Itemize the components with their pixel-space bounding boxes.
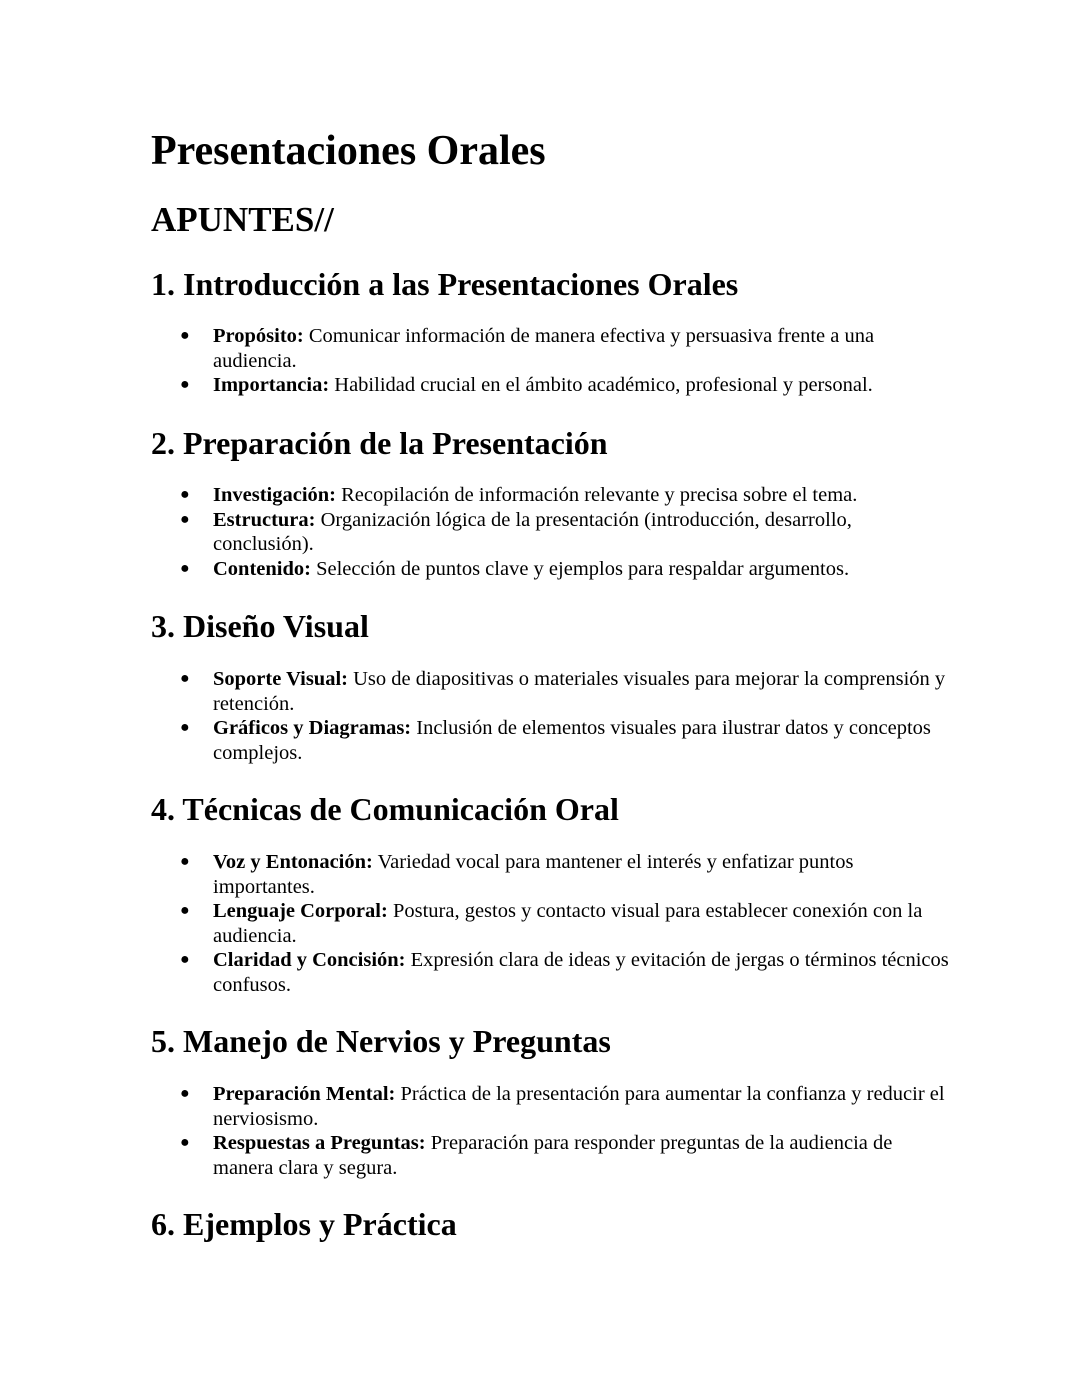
bullet-list	[151, 850, 951, 997]
bullet-icon: ●	[180, 853, 190, 870]
item-text: Habilidad crucial en el ámbito académico, profesional y personal.	[334, 374, 873, 396]
bullet-icon: ●	[180, 1134, 190, 1151]
bullet-icon: ●	[180, 902, 190, 919]
list-item	[151, 508, 953, 557]
bullet-icon: ●	[180, 1085, 190, 1102]
section-preparacion	[151, 424, 951, 581]
item-term: Propósito:	[213, 325, 304, 347]
list-item	[151, 1082, 953, 1131]
bullet-icon: ●	[180, 327, 190, 344]
list-item	[151, 667, 953, 716]
section-ejemplos-practica	[151, 1205, 951, 1243]
bullet-list	[151, 483, 951, 581]
section-heading: 6. Ejemplos y Práctica	[151, 1206, 457, 1242]
bullet-icon: ●	[180, 670, 190, 687]
item-text: Variedad vocal para mantener el interés y enfatizar puntos importantes.	[213, 851, 854, 898]
bullet-list	[151, 667, 951, 765]
item-term: Preparación Mental:	[213, 1083, 396, 1105]
list-item	[151, 373, 953, 398]
item-term: Importancia:	[213, 374, 330, 396]
list-item	[151, 716, 953, 765]
item-text: Organización lógica de la presentación (introducción, desarrollo, conclusión).	[213, 508, 852, 555]
item-term: Gráficos y Diagramas:	[213, 717, 412, 739]
section-introduccion	[151, 265, 951, 398]
item-text: Preparación para responder preguntas de la audiencia de manera clara y segura.	[213, 1132, 893, 1179]
bullet-icon: ●	[180, 486, 190, 503]
item-term: Estructura:	[213, 508, 316, 531]
bullet-icon: ●	[180, 951, 190, 968]
list-item	[151, 557, 953, 582]
bullet-icon: ●	[180, 376, 190, 393]
list-item	[151, 948, 953, 997]
item-term: Claridad y Concisión:	[213, 949, 406, 971]
item-term: Investigación:	[213, 484, 336, 506]
document-title: Presentaciones Orales	[151, 128, 546, 174]
section-heading: 3. Diseño Visual	[151, 608, 369, 644]
item-text: Postura, gestos y contacto visual para establecer conexión con la audiencia.	[213, 900, 923, 947]
item-term: Voz y Entonación:	[213, 851, 373, 873]
item-term: Soporte Visual:	[213, 668, 348, 690]
item-text: Práctica de la presentación para aumentar la confianza y reducir el nerviosismo.	[213, 1083, 945, 1130]
item-text: Selección de puntos clave y ejemplos para respaldar argumentos.	[316, 557, 850, 580]
item-term: Lenguaje Corporal:	[213, 900, 388, 922]
item-text: Recopilación de información relevante y precisa sobre el tema.	[341, 484, 858, 506]
section-heading: 4. Técnicas de Comunicación Oral	[151, 791, 619, 827]
item-text: Uso de diapositivas o materiales visuales para mejorar la comprensión y retención.	[213, 668, 946, 715]
list-item	[151, 850, 953, 899]
section-heading: 1. Introducción a las Presentaciones Orales	[151, 266, 739, 302]
bullet-list	[151, 1082, 951, 1180]
bullet-icon: ●	[180, 559, 190, 577]
item-term: Contenido:	[213, 557, 311, 580]
section-heading: 2. Preparación de la Presentación	[151, 425, 608, 461]
item-term: Respuestas a Preguntas:	[213, 1132, 426, 1154]
item-text: Inclusión de elementos visuales para ilustrar datos y conceptos complejos.	[213, 717, 931, 764]
item-text: Comunicar información de manera efectiva y persuasiva frente a una audiencia.	[213, 325, 875, 372]
section-manejo-nervios	[151, 1022, 951, 1180]
list-item	[151, 1131, 953, 1180]
list-item	[151, 324, 953, 373]
section-tecnicas-comunicacion	[151, 790, 951, 997]
item-text: Expresión clara de ideas y evitación de jergas o términos técnicos confusos.	[213, 949, 949, 996]
section-diseno-visual	[151, 607, 951, 765]
list-item	[151, 483, 953, 508]
document-subtitle: APUNTES//	[151, 200, 334, 239]
section-heading: 5. Manejo de Nervios y Preguntas	[151, 1023, 611, 1059]
bullet-icon: ●	[180, 719, 190, 736]
bullet-list	[151, 324, 951, 398]
list-item	[151, 899, 953, 948]
bullet-icon: ●	[180, 510, 190, 528]
